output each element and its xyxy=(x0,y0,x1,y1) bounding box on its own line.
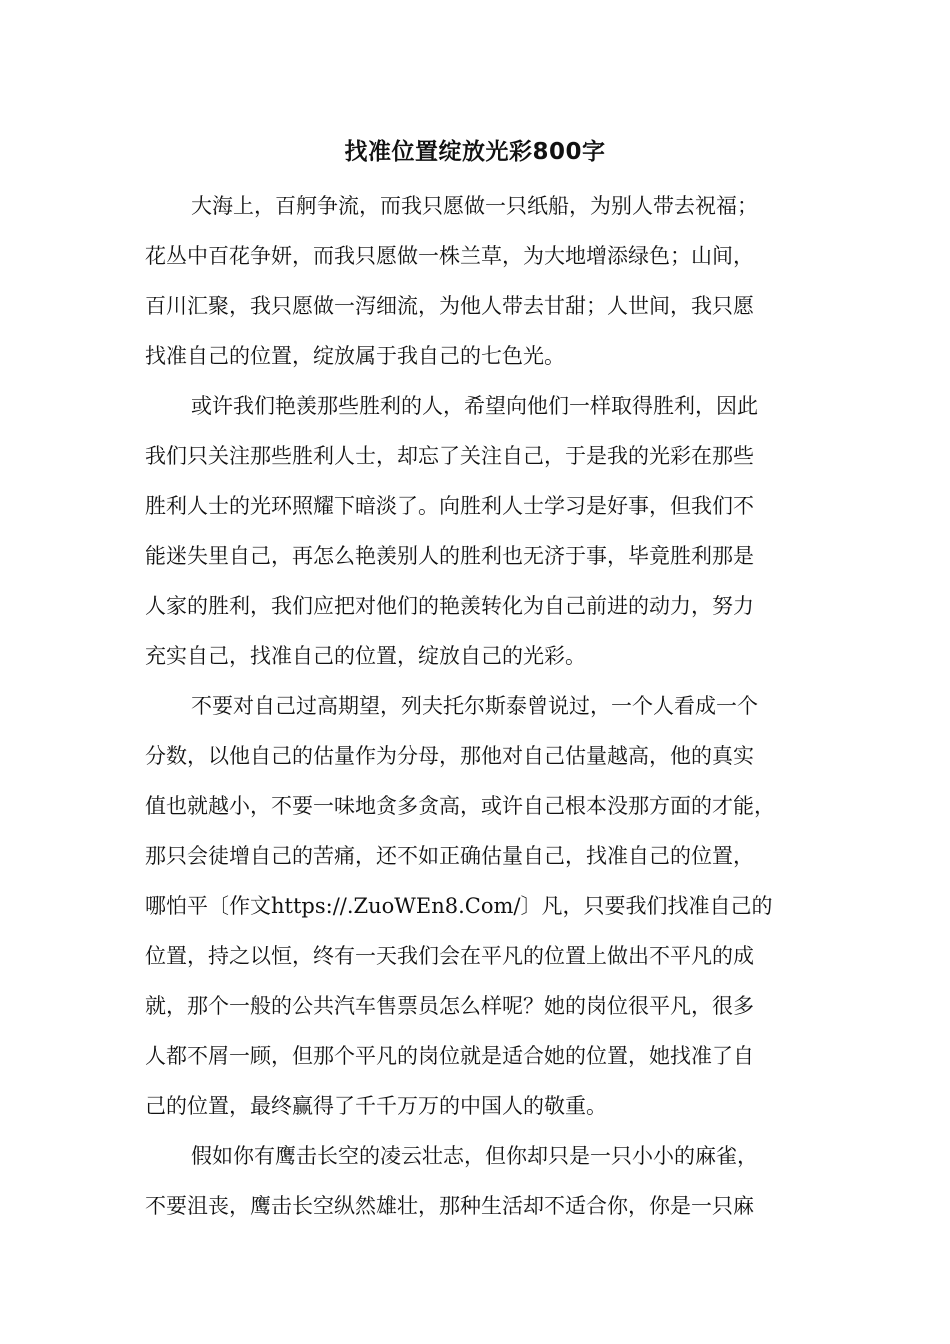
text-line: 假如你有鹰击长空的凌云壮志，但你却只是一只小小的麻雀， xyxy=(191,1144,758,1168)
text-line: 花丛中百花争妍，而我只愿做一株兰草，为大地增添绿色；山间， xyxy=(145,244,754,268)
text-line: 分数，以他自己的估量作为分母，那他对自己估量越高，他的真实 xyxy=(145,744,754,768)
text-line: 那只会徒增自己的苦痛，还不如正确估量自己，找准自己的位置， xyxy=(145,844,754,868)
text-line: 能迷失里自己，再怎么艳羡别人的胜利也无济于事，毕竟胜利那是 xyxy=(145,544,754,568)
paragraph-2 xyxy=(145,381,825,681)
text-line: 就，那个一般的公共汽车售票员怎么样呢？她的岗位很平凡，很多 xyxy=(145,994,754,1018)
text-line: 不要对自己过高期望，列夫托尔斯泰曾说过，一个人看成一个 xyxy=(191,694,758,718)
text-line: 值也就越小，不要一味地贪多贪高，或许自己根本没那方面的才能， xyxy=(145,794,775,818)
text-line: 人都不屑一顾，但那个平凡的岗位就是适合她的位置，她找准了自 xyxy=(145,1044,754,1068)
text-line: 大海上，百舸争流，而我只愿做一只纸船，为别人带去祝福； xyxy=(191,194,758,218)
text-line: 或许我们艳羡那些胜利的人，希望向他们一样取得胜利，因此 xyxy=(191,394,758,418)
paragraph-1 xyxy=(145,181,825,381)
text-line: 胜利人士的光环照耀下暗淡了。向胜利人士学习是好事，但我们不 xyxy=(145,494,754,518)
text-line: 哪怕平〔作文https://.ZuoWEn8.Com/〕凡，只要我们找准自己的 xyxy=(145,894,773,918)
paragraph-4 xyxy=(145,1131,825,1231)
document-body xyxy=(145,181,825,1231)
text-line: 己的位置，最终赢得了千千万万的中国人的敬重。 xyxy=(145,1094,607,1118)
document-title: 找准位置绽放光彩800字 xyxy=(344,139,606,165)
text-line: 不要沮丧，鹰击长空纵然雄壮，那种生活却不适合你，你是一只麻 xyxy=(145,1194,754,1218)
text-line: 位置，持之以恒，终有一天我们会在平凡的位置上做出不平凡的成 xyxy=(145,944,754,968)
text-line: 人家的胜利，我们应把对他们的艳羡转化为自己前进的动力，努力 xyxy=(145,594,754,618)
text-line: 找准自己的位置，绽放属于我自己的七色光。 xyxy=(145,344,565,368)
text-line: 百川汇聚，我只愿做一泻细流，为他人带去甘甜；人世间，我只愿 xyxy=(145,294,754,318)
paragraph-3 xyxy=(145,681,825,1131)
text-line: 我们只关注那些胜利人士，却忘了关注自己，于是我的光彩在那些 xyxy=(145,444,754,468)
text-line: 充实自己，找准自己的位置，绽放自己的光彩。 xyxy=(145,644,586,668)
